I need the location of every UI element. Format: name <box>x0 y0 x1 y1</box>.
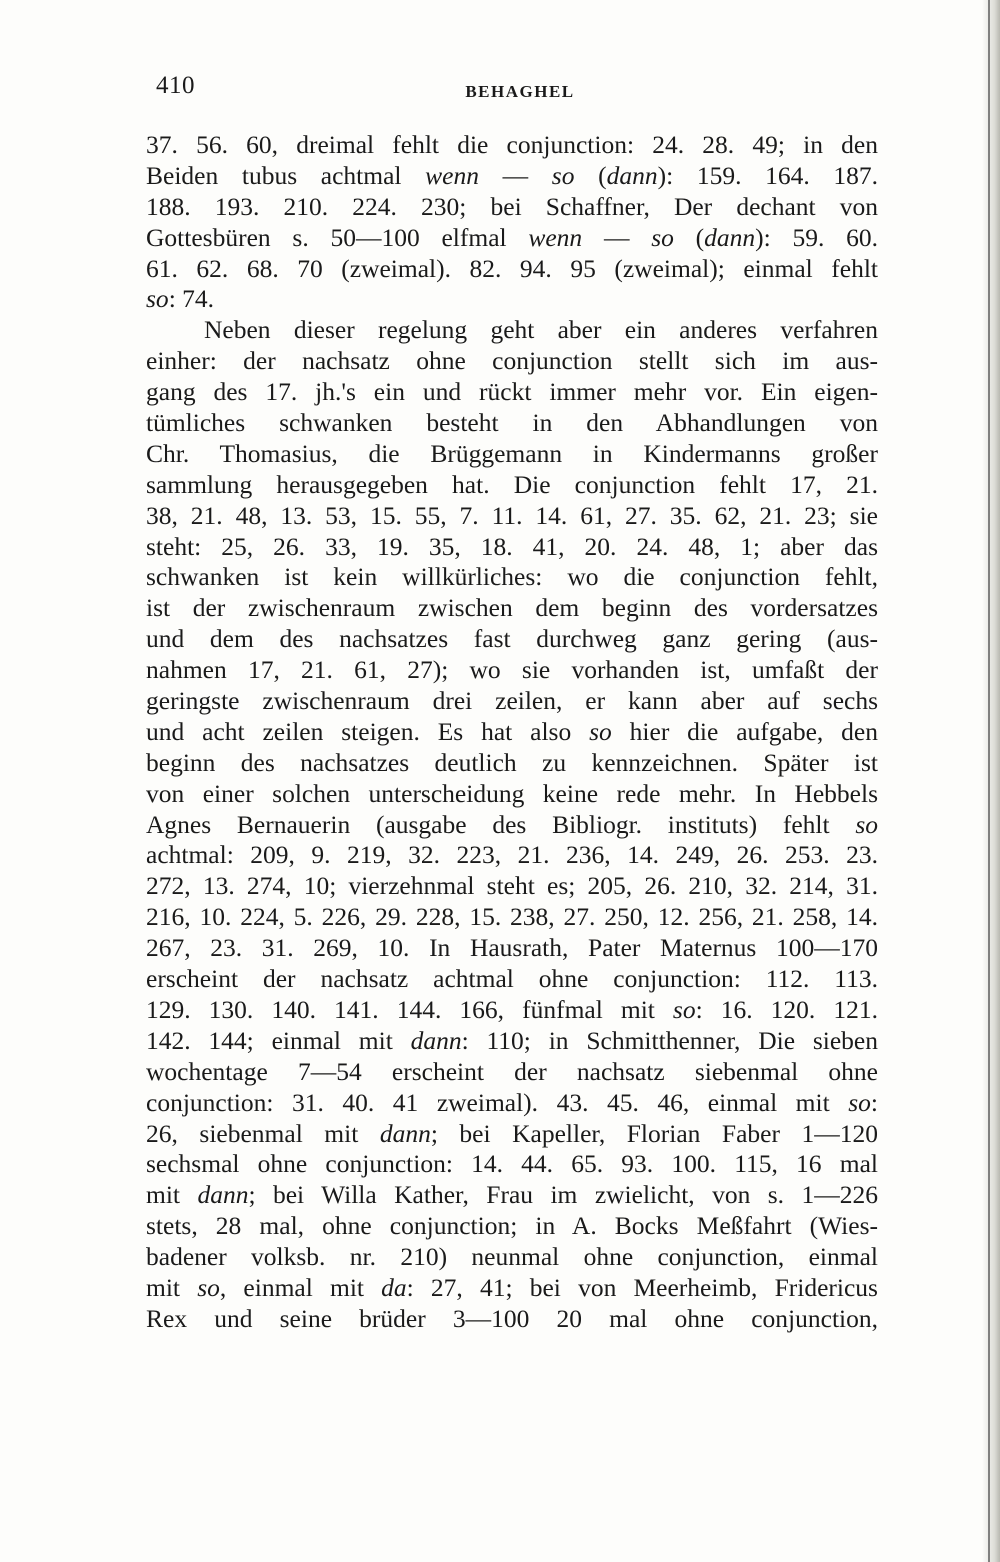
scan-page-edge-line <box>988 0 990 1562</box>
italic-word: so <box>651 222 674 252</box>
text-line: 129. 130. 140. 141. 144. 166, fünfmal mit so: 16. 120. 121. <box>146 994 878 1024</box>
text-line: schwanken ist kein willkürliches: wo die conjunction fehlt, <box>146 562 878 592</box>
text-line: so: 74. <box>146 284 215 314</box>
text-line: 37. 56. 60, dreimal fehlt die conjunction: 24. 28. 49; in den <box>146 130 878 159</box>
text-line: mit so, einmal mit da: 27, 41; bei von Meerheimb, Fridericus <box>146 1272 878 1302</box>
italic-word: so <box>197 1272 220 1302</box>
text-line: Neben dieser regelung geht aber ein anderes verfahren <box>204 315 878 345</box>
text-line: einher: der nachsatz ohne conjunction stellt sich im aus- <box>146 346 878 376</box>
italic-word: so <box>146 284 169 314</box>
italic-word: so <box>589 716 612 746</box>
text-line: sechsmal ohne conjunction: 14. 44. 65. 93. 100. 115, 16 mal <box>146 1149 878 1179</box>
text-line: conjunction: 31. 40. 41 zweimal). 43. 45. 46, einmal mit so: <box>146 1087 878 1117</box>
text-line: tümliches schwanken besteht in den Abhandlungen von <box>146 408 878 438</box>
italic-word: wenn <box>425 160 479 190</box>
text-line: und acht zeilen steigen. Es hat also so hier die aufgabe, den <box>146 716 878 746</box>
text-line: sammlung herausgegeben hat. Die conjunction fehlt 17, 21. <box>146 469 878 499</box>
italic-word: dann <box>704 222 756 252</box>
running-head: BEHAGHEL <box>465 82 575 101</box>
italic-word: so <box>848 1087 871 1117</box>
text-line: Beiden tubus achtmal wenn — so (dann): 159. 164. 187. <box>146 160 878 190</box>
text-line: Chr. Thomasius, die Brüggemann in Kindermanns großer <box>146 438 878 468</box>
text-line: Agnes Bernauerin (ausgabe des Bibliogr. instituts) fehlt so <box>146 809 878 839</box>
text-line: 188. 193. 210. 224. 230; bei Schaffner, Der dechant von <box>146 191 878 221</box>
body-text <box>146 130 878 1335</box>
text-line: gang des 17. jh.'s ein und rückt immer mehr vor. Ein eigen- <box>146 377 878 407</box>
text-line: beginn des nachsatzes deutlich zu kennzeichnen. Später ist <box>146 747 878 777</box>
text-line: steht: 25, 26. 33, 19. 35, 18. 41, 20. 24. 48, 1; aber das <box>146 531 878 561</box>
italic-word: so <box>672 994 696 1024</box>
italic-word: dann <box>410 1025 462 1055</box>
text-line: 216, 10. 224, 5. 226, 29. 228, 15. 238, 27. 250, 12. 256, 21. 258, 14. <box>146 902 878 932</box>
text-line: mit dann; bei Willa Kather, Frau im zwielicht, von s. 1—226 <box>146 1180 878 1210</box>
text-line: ist der zwischenraum zwischen dem beginn des vordersatzes <box>146 593 878 623</box>
italic-word: wenn <box>528 222 583 252</box>
text-line: von einer solchen unterscheidung keine rede mehr. In Hebbels <box>146 778 878 808</box>
text-line: 267, 23. 31. 269, 10. In Hausrath, Pater Maternus 100—170 <box>146 933 878 963</box>
italic-word: so <box>551 160 575 190</box>
scan-page-edge-shadow <box>982 0 1000 1562</box>
text-line: badener volksb. nr. 210) neunmal ohne conjunction, einmal <box>146 1242 878 1272</box>
text-line: 61. 62. 68. 70 (zweimal). 82. 94. 95 (zweimal); einmal fehlt <box>146 253 878 283</box>
text-line: 142. 144; einmal mit dann: 110; in Schmitthenner, Die sieben <box>146 1025 878 1055</box>
text-line: 38, 21. 48, 13. 53, 15. 55, 7. 11. 14. 61, 27. 35. 62, 21. 23; sie <box>146 500 878 530</box>
page-number: 410 <box>156 72 195 99</box>
text-line: 272, 13. 274, 10; vierzehnmal steht es; 205, 26. 210, 32. 214, 31. <box>146 871 878 901</box>
text-line: Gottesbüren s. 50—100 elfmal wenn — so (dann): 59. 60. <box>146 222 878 252</box>
italic-word: dann <box>379 1118 431 1148</box>
text-line: wochentage 7—54 erscheint der nachsatz siebenmal ohne <box>146 1056 878 1086</box>
text-line: achtmal: 209, 9. 219, 32. 223, 21. 236, 14. 249, 26. 253. 23. <box>146 840 878 870</box>
text-line: stets, 28 mal, ohne conjunction; in A. Bocks Meßfahrt (Wies- <box>146 1211 878 1241</box>
italic-word: dann <box>606 160 658 190</box>
italic-word: da <box>381 1272 407 1302</box>
italic-word: so <box>855 809 878 839</box>
text-line: erscheint der nachsatz achtmal ohne conjunction: 112. 113. <box>146 964 878 994</box>
text-line: geringste zwischenraum drei zeilen, er kann aber auf sechs <box>146 686 878 716</box>
text-line: und dem des nachsatzes fast durchweg ganz gering (aus- <box>146 624 878 654</box>
text-line: nahmen 17, 21. 61, 27); wo sie vorhanden ist, umfaßt der <box>146 655 878 685</box>
text-line: Rex und seine brüder 3—100 20 mal ohne conjunction, <box>146 1303 878 1333</box>
text-line: 26, siebenmal mit dann; bei Kapeller, Florian Faber 1—120 <box>146 1118 878 1148</box>
italic-word: dann <box>197 1180 249 1210</box>
